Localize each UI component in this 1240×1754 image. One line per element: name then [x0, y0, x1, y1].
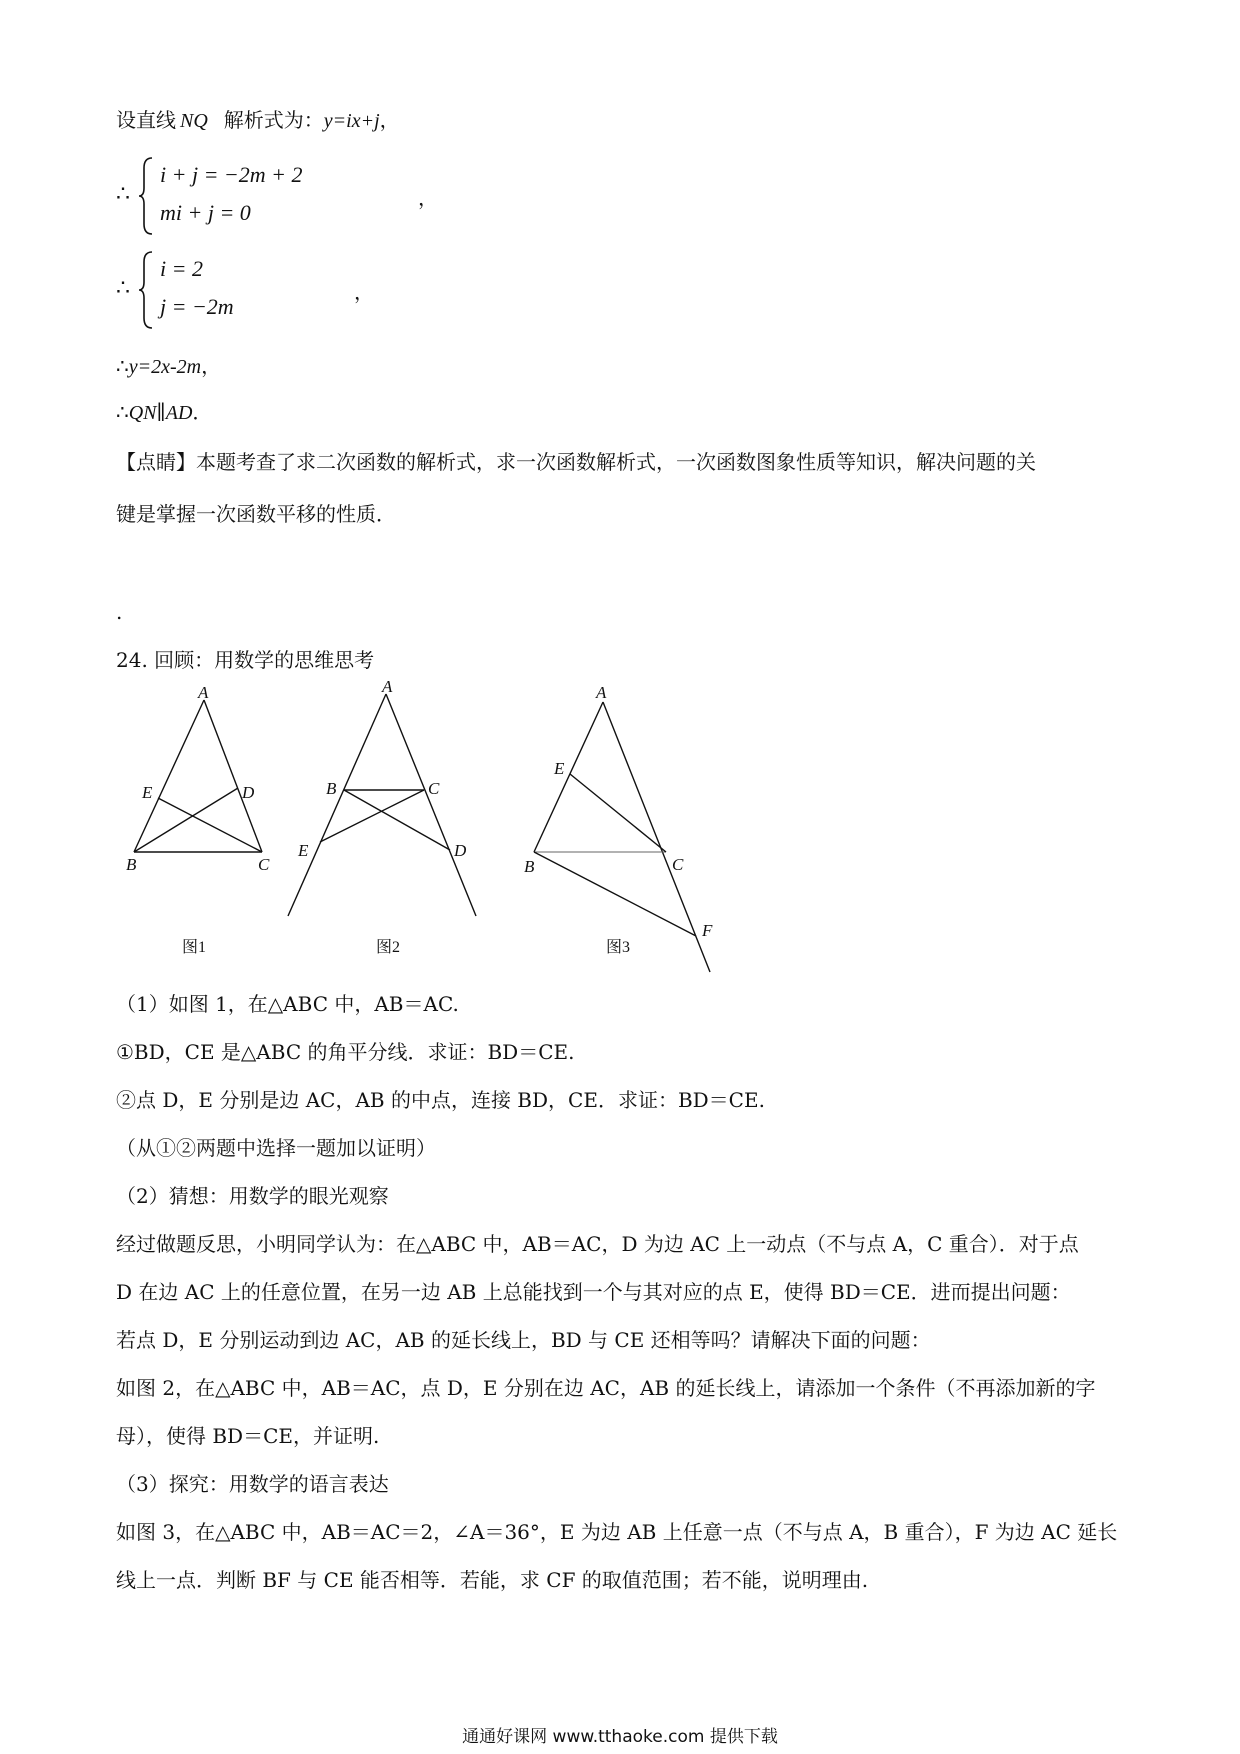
fig2-label-e: E	[298, 841, 309, 860]
geometry-figures	[120, 680, 740, 980]
fig2-segment-bd	[344, 790, 450, 850]
line-equation-result	[116, 352, 221, 381]
system-2-equation-1: i = 2	[160, 256, 203, 281]
fig2-caption: 图2	[376, 939, 401, 956]
part-2-text-5: 母），使得 BD＝CE，并证明.	[116, 1424, 380, 1448]
system-1-equation-2: mi + j = 0	[160, 200, 251, 225]
nq-intro-text: 设直线	[116, 108, 176, 132]
part-1-option-a: ①BD，CE 是△ABC 的角平分线．求证：BD＝CE.	[116, 1040, 575, 1064]
fig3-line-ac-extended	[603, 702, 710, 972]
nq-intro-line	[116, 106, 400, 135]
figures-area	[120, 680, 740, 980]
part-2-text-3: 若点 D，E 分别运动到边 AC，AB 的延长线上，BD 与 CE 还相等吗？请解决下面的问题：	[116, 1328, 931, 1352]
left-brace-icon	[138, 156, 156, 236]
nq-formula: y=ix+j	[323, 110, 380, 132]
fig1-label-d: D	[242, 783, 255, 802]
dianjing-line-1: 【点睛】本题考查了求二次函数的解析式，求一次函数解析式，一次函数图象性质等知识，解决问题的关	[116, 450, 1036, 474]
parallel-period: ．	[192, 400, 213, 424]
fig3-label-e: E	[554, 759, 565, 778]
figure-2	[288, 694, 476, 916]
parallel-formula: QN∥AD	[128, 402, 193, 424]
therefore-symbol: ∴	[116, 276, 130, 301]
fig1-caption: 图1	[182, 939, 207, 956]
fig3-label-b: B	[524, 857, 535, 876]
nq-label: NQ	[180, 110, 208, 132]
fig2-label-d: D	[454, 841, 467, 860]
fig2-label-c: C	[428, 779, 440, 798]
fig1-segment-ce	[158, 798, 262, 852]
dianjing-line-2: 键是掌握一次函数平移的性质．	[116, 502, 396, 526]
part-3-heading: （3）探究：用数学的语言表达	[116, 1472, 389, 1496]
figure-1	[134, 700, 262, 852]
fig1-label-b: B	[126, 855, 137, 874]
line-equation-comma: ，	[201, 354, 222, 378]
therefore-symbol: ∴	[116, 354, 129, 378]
part-1-option-b: ②点 D，E 分别是边 AC，AB 的中点，连接 BD，CE．求证：BD＝CE.	[116, 1088, 765, 1112]
system-2-comma: ，	[354, 280, 374, 304]
system-1-comma: ，	[418, 186, 438, 210]
nq-intro-comma: ，	[379, 108, 400, 132]
system-2-equation-2: j = −2m	[160, 294, 234, 319]
fig3-segment-ce	[570, 774, 666, 852]
part-1-heading: （1）如图 1，在△ABC 中，AB＝AC.	[116, 992, 459, 1016]
fig1-label-a: A	[198, 683, 209, 702]
left-brace-icon	[138, 250, 156, 330]
therefore-symbol: ∴	[116, 182, 130, 207]
fig2-label-b: B	[326, 779, 337, 798]
fig3-label-f: F	[702, 921, 713, 940]
question-24-title: 24. 回顾：用数学的思维思考	[116, 648, 375, 672]
fig1-label-c: C	[258, 855, 270, 874]
line-equation-formula: y=2x-2m	[128, 356, 202, 378]
stray-dot: .	[116, 600, 123, 624]
fig2-line-ac-extended	[386, 694, 476, 916]
part-2-text-1: 经过做题反思，小明同学认为：在△ABC 中，AB＝AC，D 为边 AC 上一动点（不与点 A，C 重合）．对于点	[116, 1232, 1079, 1256]
part-2-text-2: D 在边 AC 上的任意位置，在另一边 AB 上总能找到一个与其对应的点 E，使得 BD＝CE．进而提出问题：	[116, 1280, 1071, 1304]
fig1-label-e: E	[142, 783, 153, 802]
fig3-side-ab	[534, 702, 603, 852]
part-3-text-1: 如图 3，在△ABC 中，AB＝AC＝2，∠A＝36°，E 为边 AB 上任意一点（不与点 A，B 重合），F 为边 AC 延长	[116, 1520, 1118, 1544]
fig1-side-ab	[134, 700, 204, 852]
page-footer: 通通好课网 www.tthaoke.com 提供下载	[462, 1727, 778, 1747]
part-2-heading: （2）猜想：用数学的眼光观察	[116, 1184, 389, 1208]
part-2-text-4: 如图 2，在△ABC 中，AB＝AC，点 D，E 分别在边 AC，AB 的延长线上，请添加一个条件（不再添加新的字	[116, 1376, 1096, 1400]
fig1-side-ac	[204, 700, 262, 852]
part-1-note: （从①②两题中选择一题加以证明）	[116, 1136, 436, 1160]
parallel-conclusion	[116, 398, 212, 427]
fig3-label-a: A	[596, 683, 607, 702]
nq-intro-text-2: 解析式为：	[223, 108, 324, 132]
fig3-caption: 图3	[606, 939, 631, 956]
fig3-label-c: C	[672, 855, 684, 874]
system-1-equation-1: i + j = −2m + 2	[160, 162, 303, 187]
fig2-label-a: A	[382, 680, 393, 696]
therefore-symbol: ∴	[116, 400, 129, 424]
part-3-text-2: 线上一点．判断 BF 与 CE 能否相等．若能，求 CF 的取值范围；若不能，说明理由.	[116, 1568, 869, 1592]
figure-3	[534, 702, 710, 972]
